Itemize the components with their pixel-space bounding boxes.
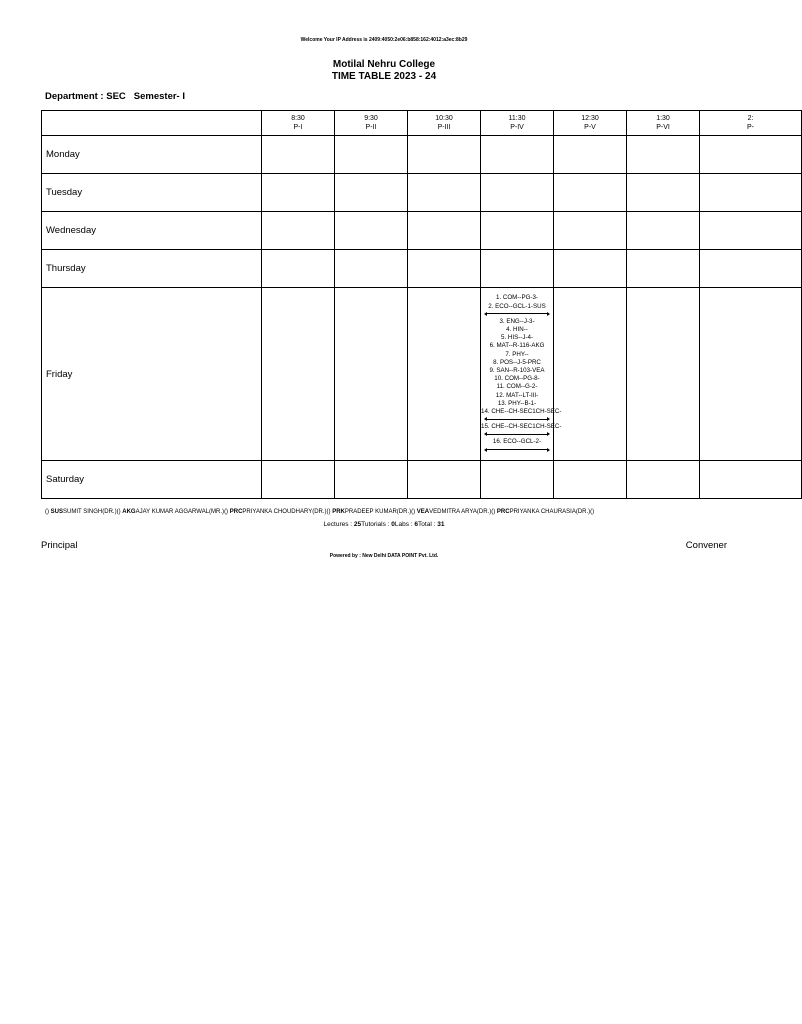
day-label: Thursday	[42, 250, 262, 288]
faculty-code: SUS	[50, 509, 64, 515]
period-label: P-V	[584, 124, 596, 131]
faculty-code: PRC	[496, 509, 510, 515]
faculty-code: PRK	[332, 509, 345, 515]
slot-cell	[554, 461, 627, 499]
slot-cell	[262, 136, 335, 174]
period-time: 9:30	[364, 115, 378, 122]
department-line	[45, 91, 185, 102]
faculty-name: SUMIT SINGH(DR.)	[63, 509, 117, 515]
class-entry: 1. COM--PG-3-	[496, 294, 538, 302]
day-label: Saturday	[42, 461, 262, 499]
slot-cell	[335, 136, 408, 174]
header-block	[0, 59, 768, 83]
period-label: P-II	[365, 124, 377, 131]
period-time: 1:30	[656, 115, 670, 122]
day-label: Tuesday	[42, 174, 262, 212]
day-row-friday	[42, 288, 802, 461]
class-entry: 5. HIS--J-4-	[501, 334, 533, 342]
slot-cell	[700, 136, 802, 174]
total-label: Total :	[418, 521, 436, 528]
period-header-row	[42, 111, 802, 136]
period-header-6	[627, 111, 700, 136]
day-label: Wednesday	[42, 212, 262, 250]
slot-cell	[627, 461, 700, 499]
slot-cell	[627, 250, 700, 288]
period-time: 10:30	[435, 115, 453, 122]
slot-cell	[481, 212, 554, 250]
slot-cell	[554, 288, 627, 461]
class-entry: 9. SAN--R-103-VEA	[489, 367, 545, 374]
period-label: P-III	[437, 124, 451, 131]
period-time: 8:30	[291, 115, 305, 122]
slot-cell	[481, 174, 554, 212]
corner-cell	[42, 111, 262, 136]
slot-cell	[262, 174, 335, 212]
period-header-5	[554, 111, 627, 136]
slot-cell	[481, 461, 554, 499]
slot-cell	[335, 250, 408, 288]
timetable-title: TIME TABLE 2023 - 24	[331, 71, 437, 82]
slot-cell	[554, 212, 627, 250]
period-label: P-VI	[656, 124, 670, 131]
legend-bracket: ()	[45, 509, 51, 515]
lectures-label: Lectures :	[323, 521, 353, 528]
slot-cell	[481, 288, 562, 461]
slot-cell	[408, 174, 481, 212]
legend-bracket: ()	[326, 509, 333, 515]
faculty-name: AJAY KUMAR AGGARWAL(MR.)	[135, 509, 225, 515]
principal-signature-label: Principal	[41, 540, 78, 551]
class-entry: 14. CHE--CH-SEC1CH-SEC-	[481, 408, 562, 416]
slot-cell	[408, 250, 481, 288]
slot-cell	[481, 250, 554, 288]
labs-label: Labs :	[394, 521, 413, 528]
class-entry: 16. ECO--GCL-2-	[492, 438, 542, 446]
day-row-saturday	[42, 461, 802, 499]
slot-cell	[554, 174, 627, 212]
faculty-name: PRIYANKA CHAURASIA(DR.)	[509, 509, 591, 515]
tutorials-count: 0	[391, 521, 395, 528]
period-label: P-IV	[510, 124, 524, 131]
period-header-4	[481, 111, 554, 136]
class-entry: 7. PHY--	[505, 350, 529, 358]
legend-bracket: ()	[411, 509, 417, 515]
labs-count: 6	[414, 521, 419, 528]
slot-cell	[335, 212, 408, 250]
class-entry: 6. MAT--R-116-AKG	[489, 342, 545, 350]
class-entry: 10. COM--PG-8-	[494, 375, 540, 383]
period-time: 2:	[747, 115, 754, 122]
faculty-name: VEDMITRA ARYA(DR.)	[429, 509, 492, 515]
faculty-code: PRC	[229, 509, 243, 515]
legend-bracket: ()	[491, 509, 497, 515]
slot-cell	[408, 461, 481, 499]
slot-cell	[262, 250, 335, 288]
slot-cell	[700, 174, 802, 212]
class-entry: 4. HIN--	[506, 325, 528, 333]
tutorials-label: Tutorials :	[361, 521, 390, 528]
timetable-grid-wrapper	[41, 110, 754, 504]
legend-bracket: ()	[224, 509, 230, 515]
slot-cell	[408, 212, 481, 250]
college-name: Motilal Nehru College	[332, 59, 436, 70]
day-row-tuesday	[42, 174, 802, 212]
period-label: P-	[747, 124, 754, 131]
class-entry: 3. ENG--J-3-	[499, 317, 535, 325]
double-arrow-icon	[484, 417, 550, 421]
slot-cell	[262, 288, 335, 461]
period-header-1	[262, 111, 335, 136]
period-header-3	[408, 111, 481, 136]
day-row-thursday	[42, 250, 802, 288]
slot-cell	[627, 174, 700, 212]
slot-cell	[554, 250, 627, 288]
day-row-monday	[42, 136, 802, 174]
double-arrow-icon	[484, 448, 550, 452]
session-totals	[0, 521, 768, 528]
slot-cell	[262, 461, 335, 499]
period-time: 12:30	[581, 115, 599, 122]
slot-cell	[335, 461, 408, 499]
lectures-count: 25	[353, 521, 362, 528]
slot-cell	[335, 174, 408, 212]
slot-cell	[700, 288, 802, 461]
faculty-legend	[45, 509, 594, 515]
semester-label: Semester- I	[133, 91, 185, 102]
convener-signature-label: Convener	[685, 540, 727, 551]
day-label: Monday	[42, 136, 262, 174]
slot-cell	[627, 136, 700, 174]
slot-cell	[700, 212, 802, 250]
faculty-name: PRIYANKA CHOUDHARY(DR.)	[242, 509, 327, 515]
slot-cell	[408, 136, 481, 174]
slot-cell	[262, 212, 335, 250]
slot-cell	[481, 136, 554, 174]
class-entry: 12. MAT--LT-III-	[495, 391, 539, 399]
timetable-grid	[41, 110, 802, 499]
slot-cell	[335, 288, 408, 461]
slot-cell	[700, 461, 802, 499]
period-header-2	[335, 111, 408, 136]
legend-bracket: ()	[116, 509, 123, 515]
slot-cell	[627, 212, 700, 250]
period-header-7	[700, 111, 802, 136]
powered-by-footer: Powered by : New Delhi DATA POINT Pvt. Ltd.	[329, 553, 439, 559]
ip-address-notice: Welcome Your IP Address is 2409:4050:2e06:b858:162:4012:a3ec:8b29	[300, 37, 468, 43]
period-time: 11:30	[508, 115, 526, 122]
class-entry: 15. CHE--CH-SEC1CH-SEC-	[481, 423, 562, 431]
legend-bracket: ()	[590, 509, 595, 515]
total-count: 31	[437, 521, 445, 528]
double-arrow-icon	[484, 312, 550, 316]
class-entry: 11. COM--G-2-	[496, 383, 538, 391]
day-row-wednesday	[42, 212, 802, 250]
department-label: Department : SEC	[45, 91, 126, 102]
class-entry: 8. POS--J-5-PRC	[493, 358, 541, 366]
faculty-name: PRADEEP KUMAR(DR.)	[344, 509, 412, 515]
slot-cell	[554, 136, 627, 174]
class-entry: 2. ECO--GCL-1-SUS	[488, 302, 546, 310]
class-entry: 13. PHY--B-1-	[497, 399, 537, 407]
slot-cell	[627, 288, 700, 461]
slot-cell	[700, 250, 802, 288]
slot-cell	[408, 288, 481, 461]
faculty-code: VEA	[416, 509, 430, 515]
faculty-code: AKG	[122, 509, 136, 515]
day-label: Friday	[42, 288, 262, 461]
double-arrow-icon	[484, 432, 550, 436]
period-label: P-I	[293, 124, 303, 131]
